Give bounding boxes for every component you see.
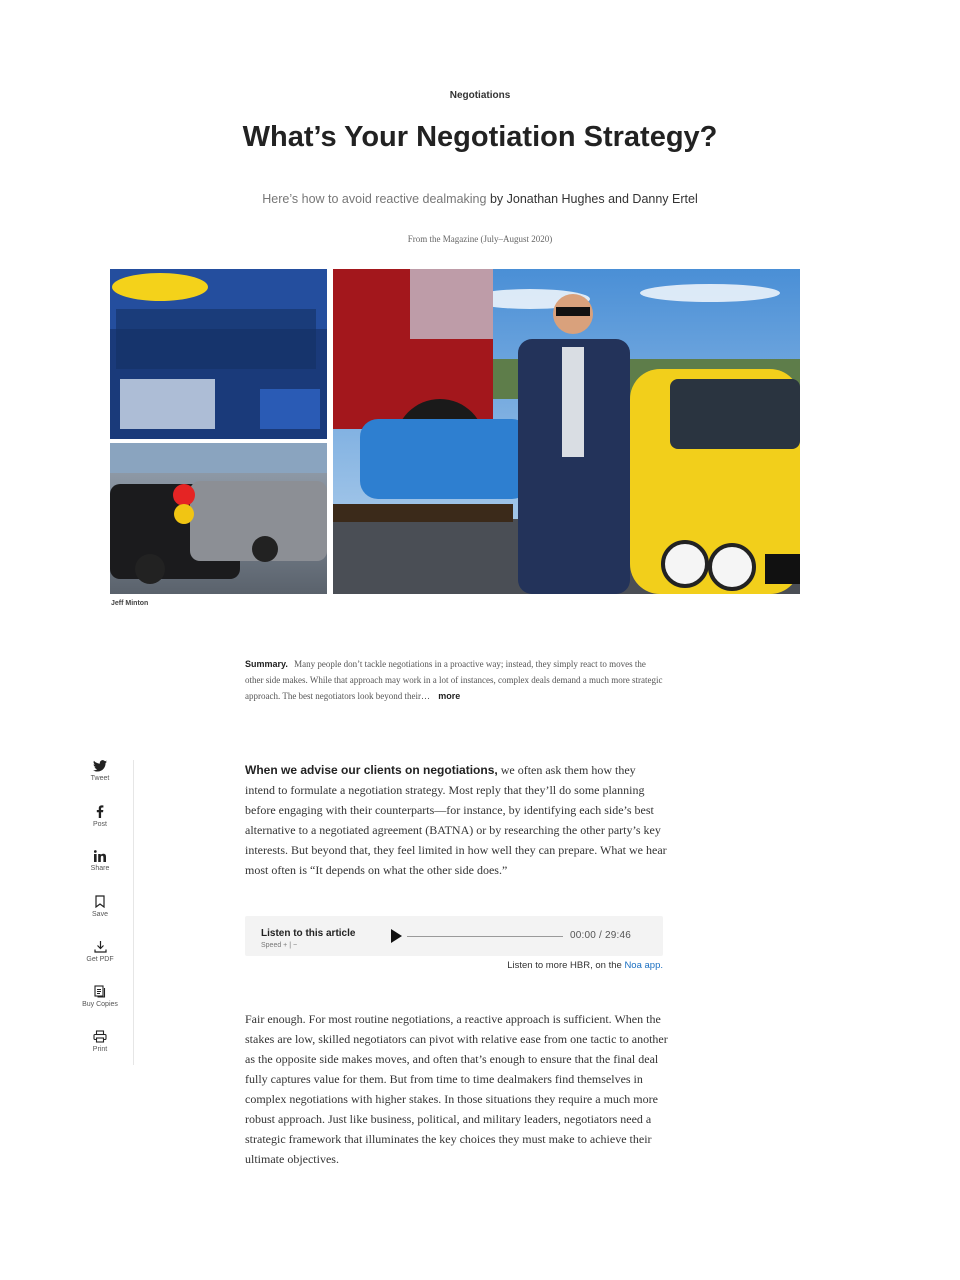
copies-icon: [94, 985, 107, 998]
from-magazine: From the Magazine (July–August 2020): [407, 234, 553, 244]
audio-progress-track[interactable]: [407, 936, 563, 937]
download-icon: [94, 940, 107, 953]
summary-more-link[interactable]: more: [438, 691, 461, 701]
share-tweet-button[interactable]: [70, 760, 130, 805]
buy-copies-label: Buy Copies: [82, 1001, 118, 1008]
get-pdf-label: Get PDF: [86, 956, 114, 963]
share-divider: [133, 760, 134, 1065]
share-toolbar: [70, 760, 130, 1075]
share-tweet-label: Tweet: [90, 775, 110, 782]
linkedin-icon: [94, 850, 106, 862]
audio-current-time: 00:00: [570, 930, 597, 941]
summary-label: Summary.: [245, 659, 288, 669]
buy-copies-button[interactable]: [70, 985, 130, 1030]
body-paragraph-2: Fair enough. For most routine negotiations, a reactive approach is sufficient. When the stakes are low, skilled negotiators can pivot with relative ease from one tactic to another as the opposite side makes moves, and often that’s enough to ensure that the final deal fully captures value for them. But from time to time dealmakers find themselves in complex negotiations with higher stakes. In those situations they require a much more robust approach. Just like business, political, and military leaders, negotiators need a strategic framework that illuminates the key choices they must make to achieve their ultimate objectives.: [245, 1012, 668, 1166]
noa-app-link[interactable]: Noa app.: [624, 960, 663, 971]
audio-duration: 29:46: [604, 930, 632, 941]
printer-icon: [93, 1030, 107, 1043]
hero-illustration: [110, 269, 800, 594]
get-pdf-button[interactable]: [70, 940, 130, 985]
body-paragraph-1: [245, 760, 667, 880]
save-button[interactable]: [70, 895, 130, 940]
twitter-icon: [93, 760, 107, 772]
summary-text: Many people don’t tackle negotiations in a proactive way; instead, they simply react to moves the other side makes. While that approach may work in a lot of instances, complex deals demand a much more strategic approach. The best negotiators look beyond their…: [245, 659, 663, 701]
photo-credit: Jeff Minton: [111, 600, 149, 607]
play-button[interactable]: [391, 929, 402, 948]
audio-time: [570, 930, 631, 941]
article-topic[interactable]: Negotiations: [449, 90, 511, 101]
audio-time-separator: /: [599, 930, 602, 941]
print-label: Print: [92, 1046, 108, 1053]
facebook-icon: [95, 805, 105, 818]
print-button[interactable]: [70, 1030, 130, 1075]
audio-player: [245, 916, 663, 956]
article-summary: [245, 656, 665, 704]
body-paragraph-1-text: we often ask them how they intend to formulate a negotiation strategy. Most reply that they’ll do some planning before engaging with their counterparts—for instance, by identifying each side’s best alternative to a negotiated agreement (BATNA) or by researching the other party’s key interests. But beyond that, they feel limited in how well they can prepare. What we hear most often is “It depends on what the other side does.”: [245, 763, 667, 877]
share-post-button[interactable]: [70, 805, 130, 850]
noa-promo-text: Listen to more HBR, on the: [507, 960, 622, 971]
article-title: What’s Your Negotiation Strategy?: [242, 121, 718, 153]
share-post-label: Post: [92, 821, 107, 828]
play-icon: [391, 929, 402, 943]
speed-control[interactable]: Speed + | −: [261, 942, 298, 949]
noa-promo: [245, 960, 663, 971]
share-linkedin-label: Share: [90, 865, 110, 872]
body-lead-in: When we advise our clients on negotiations,: [245, 763, 498, 777]
share-linkedin-button[interactable]: [70, 850, 130, 895]
article-subtitle: Here’s how to avoid reactive dealmaking: [262, 192, 487, 206]
hero-image: [110, 269, 800, 594]
article-byline[interactable]: by Jonathan Hughes and Danny Ertel: [489, 192, 698, 206]
bookmark-icon: [95, 895, 105, 908]
save-label: Save: [92, 911, 108, 918]
audio-title: Listen to this article: [261, 928, 356, 939]
article-dek: [240, 190, 720, 208]
